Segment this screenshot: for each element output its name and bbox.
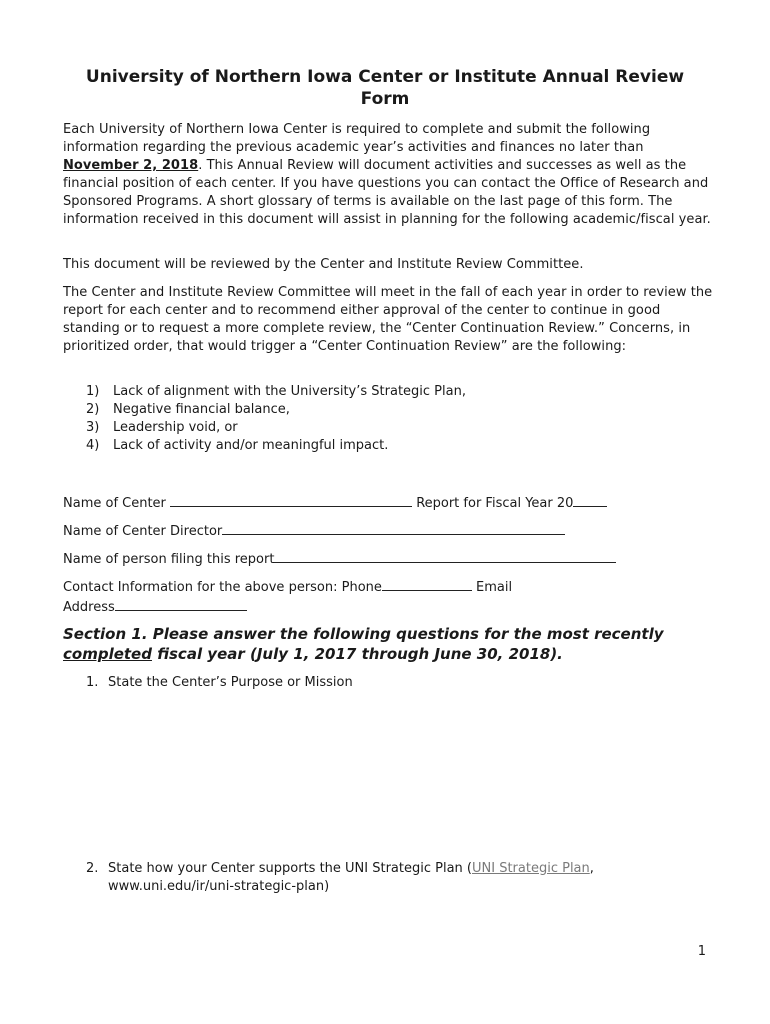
deadline-date: November 2, 2018: [63, 158, 199, 173]
page-title: University of Northern Iowa Center or Institute Annual Review Form: [85, 67, 685, 109]
committee-paragraph: The Center and Institute Review Committee will meet in the fall of each year in order to review the report for each center and to recommend either approval of the center to continue in good standing or to request a more complete review, the “Center Continuation Review.” Concerns, in prioritized order, that would trigger a “Center Continuation Review” are the following:: [63, 285, 713, 354]
filer-field[interactable]: [274, 549, 616, 563]
intro-text-before: Each University of Northern Iowa Center is required to complete and submit the following information regarding the previous academic year’s activities and finances no later than: [63, 122, 651, 155]
center-name-label: Name of Center: [63, 496, 166, 511]
list-item: 2) Negative financial balance,: [86, 402, 290, 417]
fiscal-year-label: Report for Fiscal Year 20: [416, 496, 574, 511]
uni-strategic-plan-link[interactable]: UNI Strategic Plan: [472, 861, 590, 876]
page-number: 1: [697, 944, 706, 959]
question-2-text: State how your Center supports the UNI Strategic Plan (UNI Strategic Plan, www.uni.edu/ir/uni-strategic-plan): [108, 861, 594, 894]
director-field[interactable]: [222, 521, 565, 535]
address-label: Address: [63, 600, 115, 615]
review-note: This document will be reviewed by the Center and Institute Review Committee.: [63, 257, 584, 272]
filer-label: Name of person filing this report: [63, 552, 275, 567]
intro-text-after: . This Annual Review will document activities and successes as well as the financial position of each center. If you have questions you can contact the Office of Research and Sponsored Programs. A short glossary of terms is available on the last page of this form. The information received in this document will assist in planning for the following academic/fiscal year.: [63, 158, 711, 227]
center-name-field[interactable]: [170, 493, 412, 507]
center-name-row: [63, 493, 607, 513]
question-2: 2. State how your Center supports the UNI Strategic Plan (UNI Strategic Plan, www.uni.edu/ir/uni-strategic-plan): [86, 861, 594, 894]
contact-row: [63, 577, 512, 617]
contact-label: Contact Information for the above person: Phone: [63, 580, 382, 595]
phone-field[interactable]: [382, 577, 472, 591]
email-label: Email: [476, 580, 513, 595]
email-address-field[interactable]: [115, 597, 247, 611]
fiscal-year-field[interactable]: [573, 493, 607, 507]
director-label: Name of Center Director: [63, 524, 223, 539]
section-1-heading: Section 1. Please answer the following questions for the most recently completed fiscal year (July 1, 2017 through June 30, 2018).: [63, 625, 664, 663]
filer-row: [63, 549, 616, 569]
concerns-list: [86, 383, 466, 455]
list-item: 3) Leadership void, or: [86, 420, 238, 435]
director-row: [63, 521, 565, 541]
question-1: 1. State the Center’s Purpose or Mission: [86, 675, 353, 690]
list-item: 4) Lack of activity and/or meaningful impact.: [86, 438, 389, 453]
list-item: 1) Lack of alignment with the University’s Strategic Plan,: [86, 384, 466, 399]
question-1-text: State the Center’s Purpose or Mission: [108, 675, 353, 690]
intro-paragraph: [63, 121, 713, 229]
